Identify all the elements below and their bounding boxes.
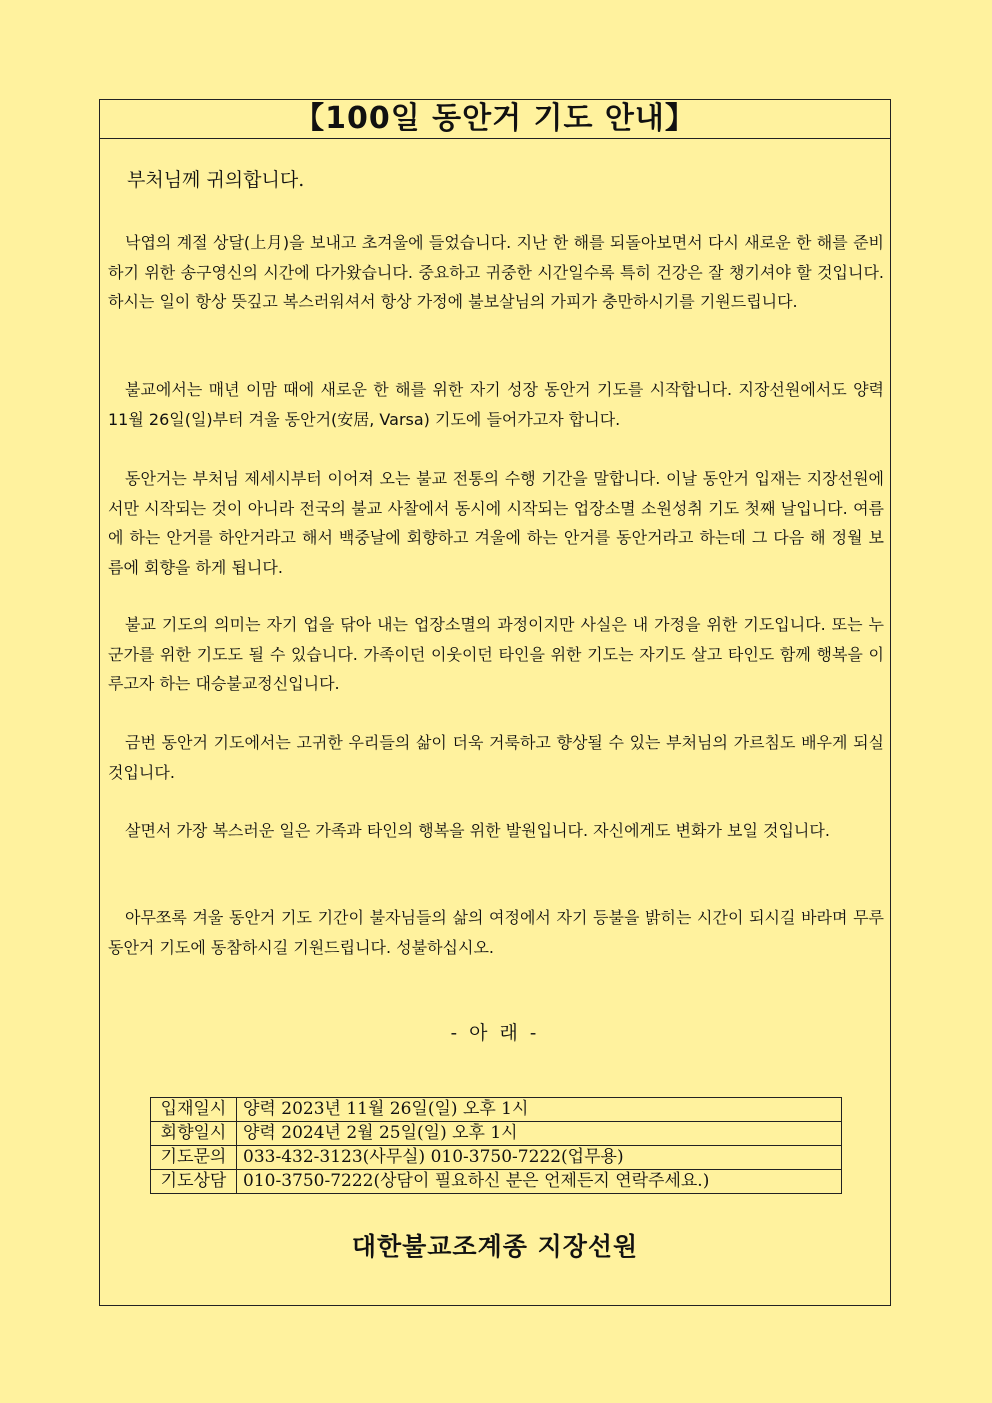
- paragraph-closing: 아무쪼록 겨울 동안거 기도 기간이 불자님들의 삶의 여정에서 자기 등불을 밝히는 시간이 되시길 바라며 무루 동안거 기도에 동참하시길 기원드립니다. 성불하십시오.: [108, 908, 884, 957]
- row-value: 010-3750-7222(상담이 필요하신 분은 언제든지 연락주세요.): [237, 1170, 842, 1194]
- table-row: [151, 1146, 842, 1170]
- temple-signature: 대한불교조계종 지장선원: [351, 1232, 639, 1261]
- greeting: 부처님께 귀의합니다.: [127, 169, 305, 191]
- row-label: 입재일시: [151, 1098, 237, 1122]
- paragraph-meaning: 불교 기도의 의미는 자기 업을 닦아 내는 업장소멸의 과정이지만 사실은 내 가정을 위한 기도입니다. 또는 누군가를 위한 기도도 될 수 있습니다. 가족이던 이웃이던 타인을 위한 기도는 자기도 살고 타인도 함께 행복을 이루고자 하는 대승불교정신입니다.: [108, 615, 884, 693]
- schedule-table: [150, 1097, 842, 1194]
- table-row: [151, 1122, 842, 1146]
- paragraph-announcement: 불교에서는 매년 이맘 때에 새로운 한 해를 위한 자기 성장 동안거 기도를 시작합니다. 지장선원에서도 양력 11월 26일(일)부터 겨울 동안거(安居, Varsa) 기도에 들어가고자 합니다.: [108, 380, 884, 429]
- row-value: 033-432-3123(사무실) 010-3750-7222(업무용): [237, 1146, 842, 1170]
- paragraph-intro: 낙엽의 계절 상달(上月)을 보내고 초겨울에 들었습니다. 지난 한 해를 되돌아보면서 다시 새로운 한 해를 준비하기 위한 송구영신의 시간에 다가왔습니다. 중요하고 귀중한 시간일수록 특히 건강은 잘 챙기셔야 할 것입니다. 하시는 일이 항상 뜻깊고 복스러워셔서 항상 가정에 불보살님의 가피가 충만하시기를 기원드립니다.: [108, 233, 884, 311]
- notice-heading: - 아 래 -: [450, 1022, 540, 1044]
- paragraph-vow: 살면서 가장 복스러운 일은 가족과 타인의 행복을 위한 발원입니다. 자신에게도 변화가 보일 것입니다.: [125, 821, 830, 840]
- table-row: [151, 1170, 842, 1194]
- row-label: 회향일시: [151, 1122, 237, 1146]
- row-value: 양력 2024년 2월 25일(일) 오후 1시: [237, 1122, 842, 1146]
- table-row: [151, 1098, 842, 1122]
- row-label: 기도상담: [151, 1170, 237, 1194]
- paragraph-tradition: 동안거는 부처님 제세시부터 이어져 오는 불교 전통의 수행 기간을 말합니다. 이날 동안거 입재는 지장선원에서만 시작되는 것이 아니라 전국의 불교 사찰에서 동시에 시작되는 업장소멸 소원성취 기도 첫째 날입니다. 여름에 하는 안거를 하안거라고 해서 백중날에 회향하고 겨울에 하는 안거를 동안거라고 하는데 그 다음 해 정월 보름에 회향을 하게 됩니다.: [108, 469, 884, 577]
- row-value: 양력 2023년 11월 26일(일) 오후 1시: [237, 1098, 842, 1122]
- row-label: 기도문의: [151, 1146, 237, 1170]
- document-title: 【100일 동안거 기도 안내】: [100, 100, 890, 139]
- document-frame: [99, 99, 891, 1306]
- paragraph-teaching: 금번 동안거 기도에서는 고귀한 우리들의 삶이 더욱 거룩하고 향상될 수 있는 부처님의 가르침도 배우게 되실 것입니다.: [108, 733, 884, 782]
